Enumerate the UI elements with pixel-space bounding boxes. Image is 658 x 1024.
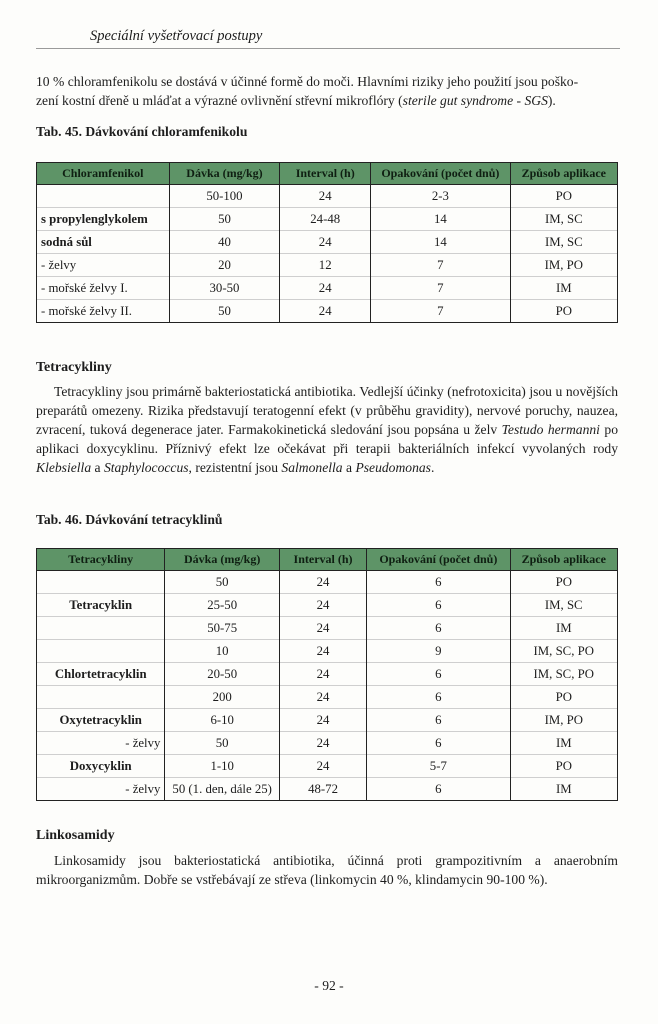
table-row (37, 254, 618, 277)
table-cell: 48-72 (279, 778, 366, 801)
table-cell: 7 (371, 254, 511, 277)
table-cell: 50 (165, 732, 280, 755)
table-row (37, 755, 618, 778)
table-cell: 50 (169, 300, 280, 323)
table-row (37, 778, 618, 801)
column-header: Způsob aplikace (510, 549, 617, 571)
row-label-cell: Tetracyklin (37, 594, 165, 617)
intro-line-1: 10 % chloramfenikolu se dostává v účinné formě do moči. Hlavními riziky jeho použití jsou poško- (36, 74, 579, 89)
table-cell: 14 (371, 231, 511, 254)
table-cell: 5-7 (367, 755, 510, 778)
table-row (37, 640, 618, 663)
table-row (37, 277, 618, 300)
table-cell: IM (510, 732, 617, 755)
intro-line-2: zení kostní dřeně u mláďat a výrazné ovlivnění střevní mikroflóry (sterile gut syndrome - SGS). (36, 93, 556, 108)
table-cell: 24 (279, 617, 366, 640)
table-cell: 6 (367, 709, 510, 732)
table-cell: 50 (165, 571, 280, 594)
table-45-chloramfenikol (36, 162, 618, 323)
row-label-cell: - želvy (37, 254, 170, 277)
table-cell: IM (510, 277, 617, 300)
table-cell: PO (510, 686, 617, 709)
table-cell: 40 (169, 231, 280, 254)
table-row (37, 231, 618, 254)
table-cell: IM (510, 778, 617, 801)
table-cell: 7 (371, 277, 511, 300)
table-cell: IM, SC (510, 594, 617, 617)
table-cell: 2-3 (371, 185, 511, 208)
column-header: Chloramfenikol (37, 163, 170, 185)
table46-caption: Tab. 46. Dávkování tetracyklinů (36, 512, 223, 527)
table-cell: 200 (165, 686, 280, 709)
table-cell: 1-10 (165, 755, 280, 778)
row-label-cell (37, 571, 165, 594)
table-row (37, 571, 618, 594)
row-label-cell (37, 686, 165, 709)
table-46-tetracykliny (36, 548, 618, 801)
table-cell: 24 (279, 755, 366, 778)
running-title: Speciální vyšetřovací postupy (86, 28, 266, 45)
table45-caption: Tab. 45. Dávkování chloramfenikolu (36, 124, 248, 139)
table-cell: 9 (367, 640, 510, 663)
row-label-cell: - želvy (37, 732, 165, 755)
table-cell: 6 (367, 594, 510, 617)
column-header: Tetracykliny (37, 549, 165, 571)
table-cell: 24 (279, 709, 366, 732)
table-cell: IM, PO (510, 709, 617, 732)
table-cell: 24 (279, 594, 366, 617)
table-row (37, 185, 618, 208)
table-cell: 6 (367, 663, 510, 686)
table-cell: IM, SC (510, 231, 617, 254)
table-cell: 24-48 (280, 208, 371, 231)
table-cell: PO (510, 185, 617, 208)
row-label-cell: - mořské želvy I. (37, 277, 170, 300)
table-row (37, 663, 618, 686)
table-cell: 24 (279, 732, 366, 755)
table-row (37, 686, 618, 709)
table-cell: 20 (169, 254, 280, 277)
table-cell: PO (510, 300, 617, 323)
table-cell: 12 (280, 254, 371, 277)
table-cell: 30-50 (169, 277, 280, 300)
table-cell: PO (510, 571, 617, 594)
table-cell: IM (510, 617, 617, 640)
table-cell: 24 (279, 640, 366, 663)
table-row (37, 300, 618, 323)
column-header: Způsob aplikace (510, 163, 617, 185)
table-cell: 6 (367, 571, 510, 594)
row-label-cell: - mořské želvy II. (37, 300, 170, 323)
table-cell: IM, PO (510, 254, 617, 277)
row-label-cell: Oxytetracyklin (37, 709, 165, 732)
row-label-cell: Chlortetracyklin (37, 663, 165, 686)
table-cell: IM, SC, PO (510, 663, 617, 686)
table-row (37, 594, 618, 617)
table-row (37, 709, 618, 732)
tetracykliny-paragraph: Tetracykliny jsou primárně bakteriostatická antibiotika. Vedlejší účinky (nefrotoxicita) jsou u novějších preparátů omezeny. Rizika představují teratogenní efekt (v průběhu gravidity), nervové poruchy, nauzea, zvracení, tuková degenerace jater. Farmakokinetická sledování jsou popsána u želv Testudo hermanni po aplikaci doxycyklinu. Příznivý efekt lze očekávat při terapii bakteriálních infekcí vyvolaných rody Klebsiella a Staphylococcus, rezistentní jsou Salmonella a Pseudomonas. (36, 384, 618, 475)
table-cell: 7 (371, 300, 511, 323)
table-cell: 6 (367, 617, 510, 640)
table-cell: 6 (367, 778, 510, 801)
table-cell: 14 (371, 208, 511, 231)
table-cell: 50-100 (169, 185, 280, 208)
table-cell: 6-10 (165, 709, 280, 732)
row-label-cell (37, 185, 170, 208)
table-cell: 24 (279, 571, 366, 594)
table-cell: 24 (280, 185, 371, 208)
column-header: Dávka (mg/kg) (169, 163, 280, 185)
running-header (36, 26, 620, 49)
section-heading-tetracykliny: Tetracykliny (36, 360, 112, 375)
table-cell: 6 (367, 686, 510, 709)
row-label-cell: - želvy (37, 778, 165, 801)
row-label-cell (37, 617, 165, 640)
table-cell: 50-75 (165, 617, 280, 640)
intro-paragraph (36, 72, 618, 110)
table-cell: 50 (169, 208, 280, 231)
column-header: Opakování (počet dnů) (371, 163, 511, 185)
table-cell: 24 (280, 277, 371, 300)
column-header: Opakování (počet dnů) (367, 549, 510, 571)
table-cell: 24 (279, 663, 366, 686)
table-row (37, 732, 618, 755)
column-header: Dávka (mg/kg) (165, 549, 280, 571)
table-cell: 24 (280, 300, 371, 323)
page-number: - 92 - (314, 978, 344, 993)
row-label-cell: Doxycyklin (37, 755, 165, 778)
table-cell: 24 (280, 231, 371, 254)
table-cell: 24 (279, 686, 366, 709)
table-cell: 20-50 (165, 663, 280, 686)
row-label-cell (37, 640, 165, 663)
table-cell: IM, SC, PO (510, 640, 617, 663)
section-heading-linkosamidy: Linkosamidy (36, 828, 115, 843)
row-label-cell: s propylenglykolem (37, 208, 170, 231)
table-cell: 50 (1. den, dále 25) (165, 778, 280, 801)
table-cell: PO (510, 755, 617, 778)
table-cell: 6 (367, 732, 510, 755)
table-cell: IM, SC (510, 208, 617, 231)
table-cell: 25-50 (165, 594, 280, 617)
table-row (37, 617, 618, 640)
column-header: Interval (h) (280, 163, 371, 185)
table-row (37, 208, 618, 231)
row-label-cell: sodná sůl (37, 231, 170, 254)
column-header: Interval (h) (279, 549, 366, 571)
linkosamidy-paragraph: Linkosamidy jsou bakteriostatická antibiotika, účinná proti grampozitivním a anaerobním mikroorganizmům. Dobře se vstřebávají ze střeva (linkomycin 40 %, klindamycin 90-100 %). (36, 853, 618, 887)
table-cell: 10 (165, 640, 280, 663)
